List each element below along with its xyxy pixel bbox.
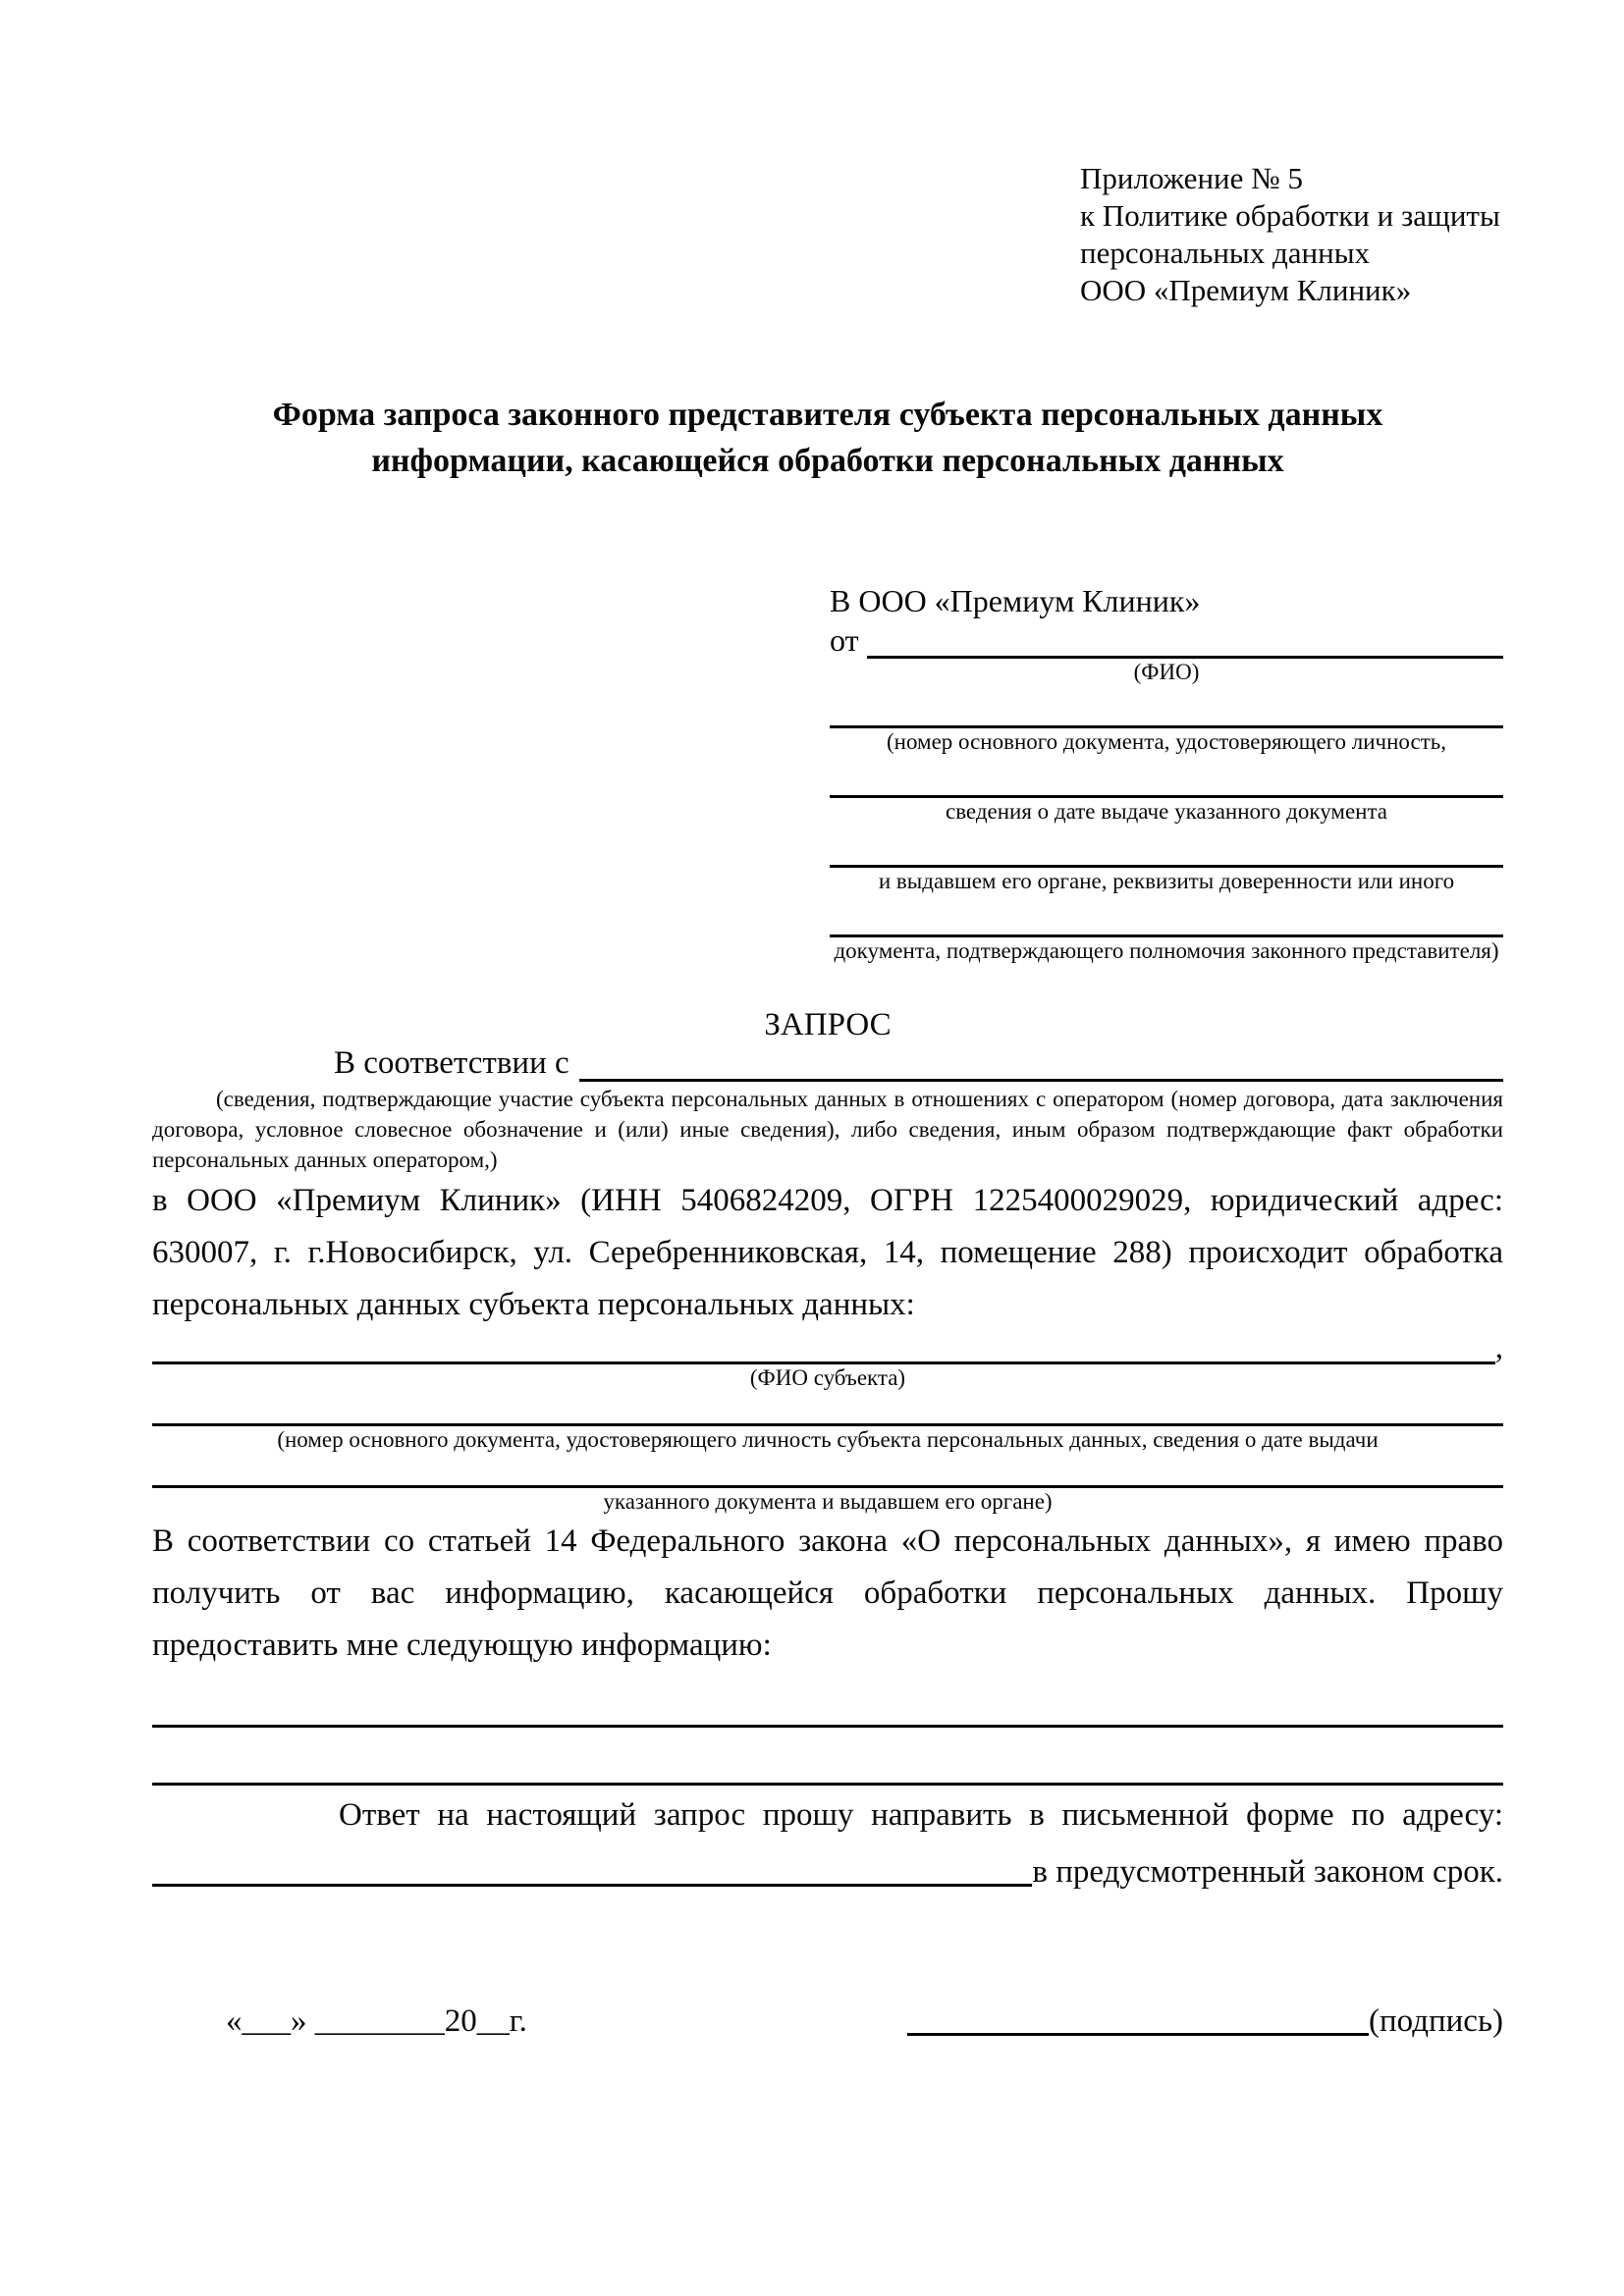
subject-fio-row [152,1331,1503,1364]
from-row [830,619,1503,659]
date-placeholder: «___» ________20__г. [226,2003,527,2039]
fio-caption: (ФИО) [1133,660,1200,684]
line-caption: и выдавшем его органе, реквизиты доверенности или иного [878,869,1455,893]
request-heading: ЗАПРОС [764,1007,892,1042]
blank-line [830,826,1503,868]
signature-blank-line [907,1994,1369,2036]
appendix-line: ООО «Премиум Клиник» [1080,273,1412,307]
answer-blank-line [152,1749,1503,1786]
appendix-block [1080,160,1503,309]
appendix-line: персональных данных [1080,236,1371,270]
signature-block [907,1994,1503,2040]
reply-address-blank-line [152,1884,1032,1887]
title-line: информации, касающейся обработки персональных данных [371,443,1284,479]
intro-label: В соответствии с [334,1045,569,1081]
line-caption: документа, подтверждающего полномочия законного представителя) [834,938,1499,963]
from-label: от [830,622,859,658]
addressee-organization: В ООО «Премиум Клиник» [830,583,1201,618]
subject-doc-caption: (номер основного документа, удостоверяющего личность субъекта персональных данных, сведения о дате выдачи [277,1427,1379,1452]
appendix-line: Приложение № 5 [1080,161,1303,195]
document-title [152,392,1503,484]
reply-tail: в предусмотренный законом срок. [1032,1854,1503,1890]
line-caption: (номер основного документа, удостоверяющего личность, [886,729,1446,754]
signature-caption: (подпись) [1369,2003,1503,2039]
rights-paragraph: В соответствии со статьей 14 Федерального закона «О персональных данных», я имею право получить от вас информацию, касающейся обработки персональных данных. Прошу предоставить мне следующую информацию: [152,1523,1503,1663]
title-line: Форма запроса законного представителя субъекта персональных данных [272,397,1383,433]
blank-line [830,686,1503,728]
intro-paragraph [152,1045,1503,1082]
intro-fine-print: (сведения, подтверждающие участие субъекта персональных данных в отношениях с оператором (номер договора, дата заключения договора, условное словесное обозначение и (или) иные сведения), либо сведения, иным образом подтверждающие факт обработки персональных данных оператором,) [152,1087,1503,1172]
subject-doc-blank-line [152,1454,1503,1488]
footer-row [152,1997,1503,2040]
reply-address-row [152,1842,1503,1891]
reply-paragraph: Ответ на настоящий запрос прошу направить в письменной форме по адресу: [339,1797,1503,1833]
subject-fio-caption: (ФИО субъекта) [749,1365,906,1390]
intro-blank-line [579,1079,1503,1082]
blank-line [830,895,1503,937]
line-caption: сведения о дате выдаче указанного документа [945,799,1388,824]
operator-paragraph: в ООО «Премиум Клиник» (ИНН 5406824209, ОГРН 1225400029029, юридический адрес: 630007, г. г.Новосибирск, ул. Серебренниковская, 14, помещение 288) происходит обработка персональных данных субъекта персональных данных: [152,1183,1503,1322]
subject-doc-caption: указанного документа и выдавшем его органе) [603,1489,1053,1514]
subject-doc-blank-line [152,1392,1503,1426]
blank-line [830,756,1503,798]
answer-blank-line [152,1691,1503,1728]
comma: , [1494,1330,1503,1365]
appendix-line: к Политике обработки и защиты [1080,198,1500,233]
addressee-block [830,582,1503,965]
